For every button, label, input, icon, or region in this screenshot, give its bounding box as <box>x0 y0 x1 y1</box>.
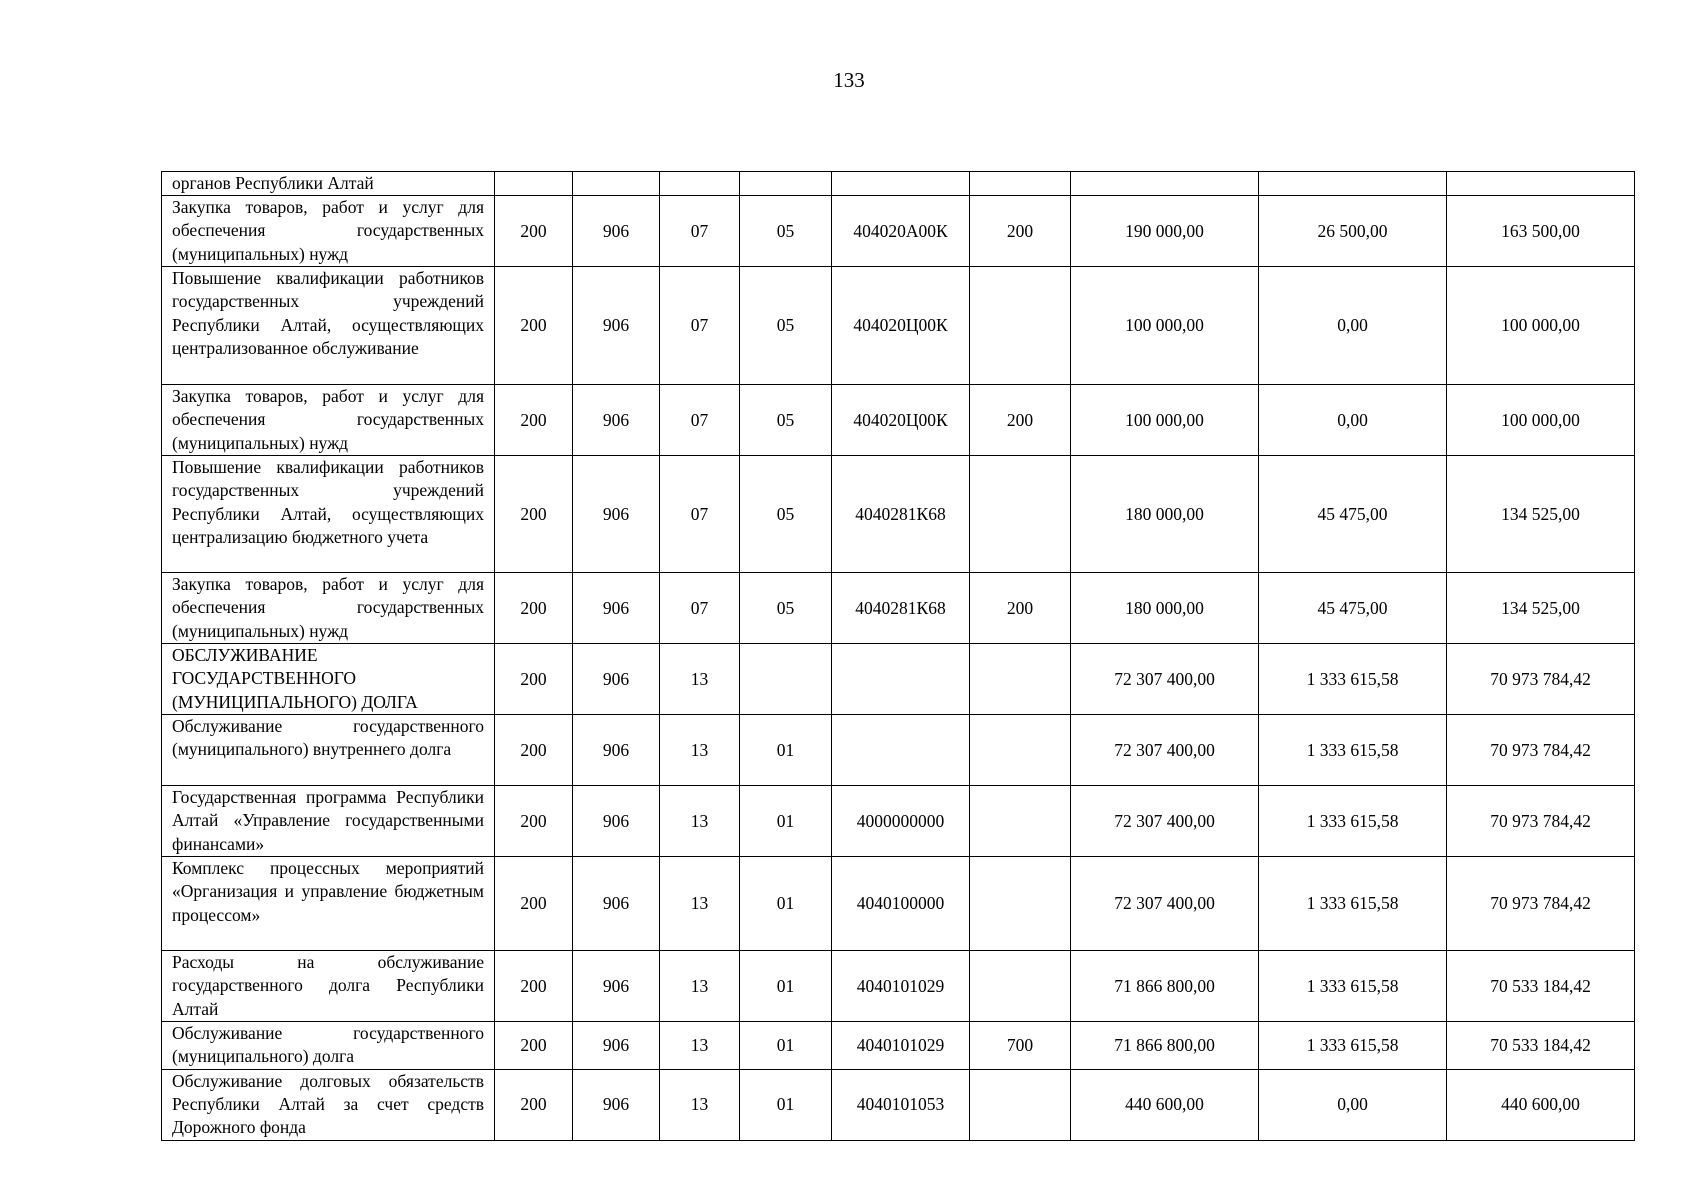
cell-vid-raskhodov: 200 <box>970 385 1071 456</box>
cell-razdel: 13 <box>660 715 740 786</box>
cell-amount-plan: 180 000,00 <box>1071 573 1259 644</box>
cell-amount-change: 45 475,00 <box>1259 456 1447 573</box>
cell-amount-change <box>1259 172 1447 196</box>
cell-razdel <box>660 172 740 196</box>
cell-amount-total: 100 000,00 <box>1447 267 1635 385</box>
cell-amount-plan: 180 000,00 <box>1071 456 1259 573</box>
cell-tselevaya-statya: 4040100000 <box>832 857 970 951</box>
cell-ved: 906 <box>573 1022 660 1069</box>
cell-tselevaya-statya: 4040101053 <box>832 1069 970 1140</box>
cell-glava: 200 <box>495 951 573 1022</box>
cell-amount-total: 70 973 784,42 <box>1447 715 1635 786</box>
cell-amount-change: 1 333 615,58 <box>1259 1022 1447 1069</box>
cell-tselevaya-statya: 4040281К68 <box>832 573 970 644</box>
cell-vid-raskhodov <box>970 951 1071 1022</box>
cell-amount-plan: 72 307 400,00 <box>1071 715 1259 786</box>
cell-glava: 200 <box>495 1069 573 1140</box>
table-row <box>162 715 1635 786</box>
cell-ved: 906 <box>573 456 660 573</box>
row-name: Государственная программа Республики Алтай «Управление государственными финансами» <box>162 786 495 857</box>
table-row <box>162 573 1635 644</box>
cell-amount-total: 70 533 184,42 <box>1447 1022 1635 1069</box>
cell-podrazdel: 01 <box>740 786 832 857</box>
cell-podrazdel: 05 <box>740 267 832 385</box>
cell-amount-total: 163 500,00 <box>1447 196 1635 267</box>
cell-vid-raskhodov <box>970 786 1071 857</box>
cell-tselevaya-statya: 4040101029 <box>832 1022 970 1069</box>
cell-amount-plan: 440 600,00 <box>1071 1069 1259 1140</box>
cell-razdel: 07 <box>660 573 740 644</box>
cell-razdel: 07 <box>660 385 740 456</box>
cell-ved: 906 <box>573 573 660 644</box>
table-row <box>162 267 1635 385</box>
table-body <box>162 172 1635 1141</box>
cell-tselevaya-statya <box>832 172 970 196</box>
cell-tselevaya-statya <box>832 644 970 715</box>
cell-podrazdel: 01 <box>740 1069 832 1140</box>
cell-vid-raskhodov: 200 <box>970 196 1071 267</box>
cell-podrazdel: 05 <box>740 456 832 573</box>
cell-tselevaya-statya: 4000000000 <box>832 786 970 857</box>
cell-glava <box>495 172 573 196</box>
row-name: Обслуживание долговых обязательств Республики Алтай за счет средств Дорожного фонда <box>162 1069 495 1140</box>
table-row <box>162 456 1635 573</box>
cell-ved: 906 <box>573 644 660 715</box>
cell-vid-raskhodov <box>970 456 1071 573</box>
cell-amount-total: 70 973 784,42 <box>1447 644 1635 715</box>
cell-amount-total: 70 533 184,42 <box>1447 951 1635 1022</box>
cell-glava: 200 <box>495 644 573 715</box>
cell-glava: 200 <box>495 1022 573 1069</box>
row-name: Комплекс процессных мероприятий «Организация и управление бюджетным процессом» <box>162 857 495 951</box>
cell-amount-plan: 71 866 800,00 <box>1071 1022 1259 1069</box>
cell-tselevaya-statya: 4040101029 <box>832 951 970 1022</box>
cell-amount-change: 1 333 615,58 <box>1259 644 1447 715</box>
cell-vid-raskhodov: 200 <box>970 573 1071 644</box>
cell-glava: 200 <box>495 456 573 573</box>
cell-amount-change: 0,00 <box>1259 1069 1447 1140</box>
cell-vid-raskhodov: 700 <box>970 1022 1071 1069</box>
row-name: Закупка товаров, работ и услуг для обеспечения государственных (муниципальных) нужд <box>162 573 495 644</box>
page-number: 133 <box>833 68 865 92</box>
cell-podrazdel: 01 <box>740 715 832 786</box>
table-row <box>162 1069 1635 1140</box>
cell-vid-raskhodov <box>970 172 1071 196</box>
cell-razdel: 13 <box>660 1022 740 1069</box>
cell-amount-total: 70 973 784,42 <box>1447 857 1635 951</box>
cell-amount-plan: 72 307 400,00 <box>1071 857 1259 951</box>
cell-amount-plan: 190 000,00 <box>1071 196 1259 267</box>
cell-podrazdel <box>740 172 832 196</box>
cell-ved <box>573 172 660 196</box>
cell-vid-raskhodov <box>970 715 1071 786</box>
cell-glava: 200 <box>495 267 573 385</box>
cell-vid-raskhodov <box>970 857 1071 951</box>
row-name: ОБСЛУЖИВАНИЕ ГОСУДАРСТВЕННОГО (МУНИЦИПАЛЬНОГО) ДОЛГА <box>162 644 495 715</box>
cell-glava: 200 <box>495 385 573 456</box>
cell-amount-change: 26 500,00 <box>1259 196 1447 267</box>
cell-podrazdel: 01 <box>740 857 832 951</box>
row-name: Закупка товаров, работ и услуг для обеспечения государственных (муниципальных) нужд <box>162 196 495 267</box>
cell-ved: 906 <box>573 857 660 951</box>
budget-table <box>161 171 1635 1141</box>
cell-amount-change: 1 333 615,58 <box>1259 857 1447 951</box>
cell-ved: 906 <box>573 786 660 857</box>
cell-tselevaya-statya: 404020А00К <box>832 196 970 267</box>
row-name: Повышение квалификации работников государственных учреждений Республики Алтай, осуществляющих централизованное обслуживание <box>162 267 495 385</box>
cell-amount-plan: 71 866 800,00 <box>1071 951 1259 1022</box>
table-row <box>162 857 1635 951</box>
cell-glava: 200 <box>495 573 573 644</box>
row-name: Расходы на обслуживание государственного долга Республики Алтай <box>162 951 495 1022</box>
table-row <box>162 385 1635 456</box>
cell-amount-plan: 72 307 400,00 <box>1071 786 1259 857</box>
cell-podrazdel <box>740 644 832 715</box>
cell-razdel: 07 <box>660 267 740 385</box>
cell-podrazdel: 01 <box>740 1022 832 1069</box>
cell-amount-change: 0,00 <box>1259 385 1447 456</box>
cell-razdel: 13 <box>660 857 740 951</box>
cell-tselevaya-statya: 404020Ц00К <box>832 267 970 385</box>
table-row <box>162 1022 1635 1069</box>
cell-podrazdel: 05 <box>740 573 832 644</box>
table-row <box>162 196 1635 267</box>
table-row <box>162 172 1635 196</box>
cell-amount-total <box>1447 172 1635 196</box>
cell-razdel: 13 <box>660 1069 740 1140</box>
cell-razdel: 13 <box>660 786 740 857</box>
cell-glava: 200 <box>495 196 573 267</box>
cell-ved: 906 <box>573 385 660 456</box>
cell-podrazdel: 05 <box>740 196 832 267</box>
cell-ved: 906 <box>573 951 660 1022</box>
cell-amount-plan: 100 000,00 <box>1071 267 1259 385</box>
cell-razdel: 13 <box>660 951 740 1022</box>
table-row <box>162 644 1635 715</box>
cell-razdel: 07 <box>660 196 740 267</box>
cell-podrazdel: 05 <box>740 385 832 456</box>
cell-amount-change: 1 333 615,58 <box>1259 951 1447 1022</box>
cell-ved: 906 <box>573 267 660 385</box>
cell-amount-change: 0,00 <box>1259 267 1447 385</box>
row-name: Повышение квалификации работников государственных учреждений Республики Алтай, осуществляющих централизацию бюджетного учета <box>162 456 495 573</box>
row-name: Обслуживание государственного (муниципального) внутреннего долга <box>162 715 495 786</box>
cell-tselevaya-statya: 404020Ц00К <box>832 385 970 456</box>
cell-razdel: 07 <box>660 456 740 573</box>
cell-tselevaya-statya <box>832 715 970 786</box>
cell-amount-total: 440 600,00 <box>1447 1069 1635 1140</box>
cell-amount-change: 1 333 615,58 <box>1259 786 1447 857</box>
cell-vid-raskhodov <box>970 644 1071 715</box>
cell-amount-plan <box>1071 172 1259 196</box>
cell-glava: 200 <box>495 857 573 951</box>
table-row <box>162 786 1635 857</box>
cell-amount-total: 100 000,00 <box>1447 385 1635 456</box>
cell-amount-total: 134 525,00 <box>1447 573 1635 644</box>
cell-amount-plan: 72 307 400,00 <box>1071 644 1259 715</box>
cell-amount-plan: 100 000,00 <box>1071 385 1259 456</box>
row-name: Закупка товаров, работ и услуг для обеспечения государственных (муниципальных) нужд <box>162 385 495 456</box>
table-row <box>162 951 1635 1022</box>
row-name: Обслуживание государственного (муниципального) долга <box>162 1022 495 1069</box>
cell-glava: 200 <box>495 786 573 857</box>
cell-amount-total: 70 973 784,42 <box>1447 786 1635 857</box>
cell-glava: 200 <box>495 715 573 786</box>
cell-vid-raskhodov <box>970 267 1071 385</box>
cell-amount-total: 134 525,00 <box>1447 456 1635 573</box>
row-name: органов Республики Алтай <box>162 172 495 196</box>
cell-vid-raskhodov <box>970 1069 1071 1140</box>
cell-ved: 906 <box>573 196 660 267</box>
cell-ved: 906 <box>573 1069 660 1140</box>
cell-tselevaya-statya: 4040281К68 <box>832 456 970 573</box>
cell-amount-change: 45 475,00 <box>1259 573 1447 644</box>
cell-amount-change: 1 333 615,58 <box>1259 715 1447 786</box>
cell-razdel: 13 <box>660 644 740 715</box>
cell-podrazdel: 01 <box>740 951 832 1022</box>
cell-ved: 906 <box>573 715 660 786</box>
